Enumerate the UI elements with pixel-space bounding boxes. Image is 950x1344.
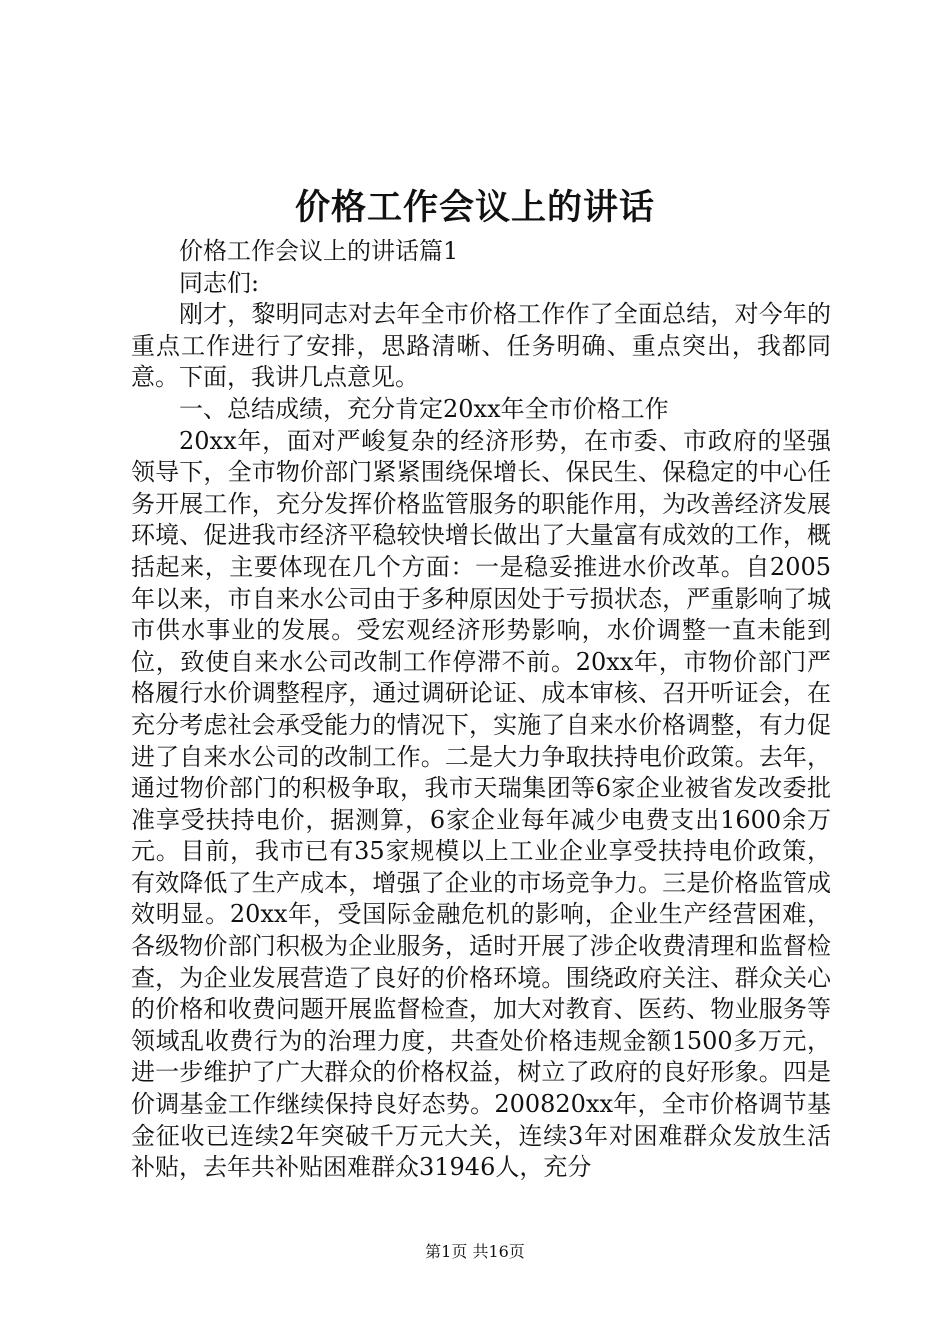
page-footer: 第1页 共16页 <box>425 1242 525 1261</box>
document-body <box>131 236 831 1184</box>
document-title: 价格工作会议上的讲话 <box>294 187 655 228</box>
paragraph: 刚才，黎明同志对去年全市价格工作作了全面总结，对今年的重点工作进行了安排，思路清晰、任务明确、重点突出，我都同意。下面，我讲几点意见。 <box>131 300 831 392</box>
salutation: 同志们: <box>179 268 260 297</box>
paragraph: 20xx年，面对严峻复杂的经济形势，在市委、市政府的坚强领导下，全市物价部门紧紧围绕保增长、保民生、保稳定的中心任务开展工作，充分发挥价格监管服务的职能作用，为改善经济发展环境、促进我市经济平稳较快增长做出了大量富有成效的工作，概括起来，主要体现在几个方面：一是稳妥推进水价改革。自2005年以来，市自来水公司由于多种原因处于亏损状态，严重影响了城市供水事业的发展。受宏观经济形势影响，水价调整一直未能到位，致使自来水公司改制工作停滞不前。20xx年，市物价部门严格履行水价调整程序，通过调研论证、成本审核、召开听证会，在充分考虑社会承受能力的情况下，实施了自来水价格调整，有力促进了自来水公司的改制工作。二是大力争取扶持电价政策。去年，通过物价部门的积极争取，我市天瑞集团等6家企业被省发改委批准享受扶持电价，据测算，6家企业每年减少电费支出1600余万元。目前，我市已有35家规模以上工业企业享受扶持电价政策，有效降低了生产成本，增强了企业的市场竞争力。三是价格监管成效明显。20xx年，受国际金融危机的影响，企业生产经营困难，各级物价部门积极为企业服务，适时开展了涉企收费清理和监督检查，为企业发展营造了良好的价格环境。围绕政府关注、群众关心的价格和收费问题开展监督检查，加大对教育、医药、物业服务等领域乱收费行为的治理力度，共查处价格违规金额1500多万元，进一步维护了广大群众的价格权益，树立了政府的良好形象。四是价调基金工作继续保持良好态势。200820xx年，全市价格调节基金征收已连续2年突破千万元大关，连续3年对困难群众发放生活补贴，去年共补贴困难群众31946人，充分 <box>131 426 831 1182</box>
subsection-heading: 一、总结成绩，充分肯定20xx年全市价格工作 <box>179 394 669 423</box>
section-heading: 价格工作会议上的讲话篇1 <box>179 237 459 265</box>
